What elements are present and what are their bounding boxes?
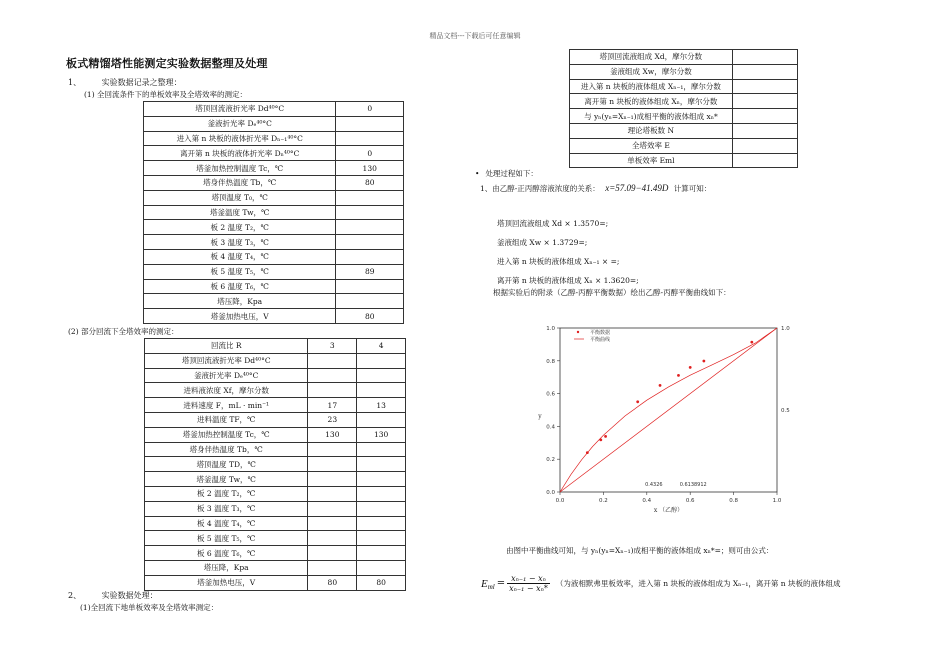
table1-value-cell <box>336 249 404 264</box>
table1-label-cell: 釜液折光率 Dₑ⁴⁰°C <box>144 116 336 131</box>
table2-value-cell <box>308 516 357 531</box>
table1-row <box>144 161 404 176</box>
data-point <box>604 435 607 438</box>
y-tick-label: 0.2 <box>546 457 555 464</box>
page-header: 精品文档---下载后可任意编辑 <box>429 32 521 40</box>
formula-tail: （为液相默弗里板效率，进入第 n 块板的液体组成为 Xₙ₋₁，离开第 n 块板的液体组成 <box>555 579 841 588</box>
x-tick-label: 0.0 <box>555 498 565 504</box>
table2-value-cell <box>308 383 357 398</box>
table3-row <box>570 79 798 94</box>
full-reflux-record-table <box>143 101 404 324</box>
table2-value-cell <box>357 501 406 516</box>
y-tick-label: 1.0 <box>546 326 555 332</box>
table3-label-cell: 全塔效率 E <box>570 138 733 153</box>
table3-label-cell: 离开第 n 块板的液体组成 Xₙ，摩尔分数 <box>570 94 733 109</box>
table2-label-cell: 进料液浓度 Xf，摩尔分数 <box>145 383 308 398</box>
section-1-label: 实验数据记录之整理： <box>101 78 182 87</box>
table2-value-cell <box>308 472 357 487</box>
concentration-formula: x=57.09−41.49D <box>605 183 669 193</box>
part-1-label: (1) 全回流条件下的单板效率及全塔效率的测定： <box>84 90 248 99</box>
table3-value-cell <box>732 94 797 109</box>
x-tick-label: 1.0 <box>772 498 782 504</box>
table3-label-cell: 釜液组成 Xw，摩尔分数 <box>570 64 733 79</box>
table1-label-cell: 塔顶温度 T₀，℃ <box>144 190 336 205</box>
data-point <box>636 400 639 403</box>
y-tick-label: 0.0 <box>546 490 555 496</box>
table2-value-cell: 4 <box>357 339 406 354</box>
formula-denominator: xₙ₋₁ − xₙ* <box>509 584 548 593</box>
table2-label-cell: 板 5 温度 T₅，℃ <box>145 531 308 546</box>
table1-label-cell: 进入第 n 块板的液体折光率 Dₙ₋₁⁴⁰°C <box>144 131 336 146</box>
table2-row <box>145 368 406 383</box>
section-1-number: 1、 <box>68 78 82 87</box>
section-2-label: 实验数据处理： <box>101 591 158 600</box>
table2-value-cell <box>308 486 357 501</box>
table1-value-cell <box>336 205 404 220</box>
page-title: 板式精馏塔性能测定实验数据整理及处理 <box>66 57 268 70</box>
right-tick-label: 1.0 <box>781 326 790 332</box>
conclusion-text: 由图中平衡曲线可知，与 yₙ(yₙ=Xₙ₋₁)成相平衡的液体组成 xₙ*=；则可由公式： <box>506 546 774 555</box>
table2-label-cell: 塔釜温度 Tw，℃ <box>145 472 308 487</box>
data-point <box>599 438 602 441</box>
table1-value-cell <box>336 220 404 235</box>
table1-row <box>144 309 404 324</box>
table1-value-cell: 0 <box>336 146 404 161</box>
data-point <box>659 384 662 387</box>
table2-value-cell <box>308 560 357 575</box>
data-point <box>689 366 692 369</box>
table1-value-cell: 0 <box>336 102 404 117</box>
table1-label-cell: 板 6 温度 T₆，℃ <box>144 279 336 294</box>
table2-row <box>145 501 406 516</box>
table2-label-cell: 板 6 温度 T₆，℃ <box>145 546 308 561</box>
table3-value-cell <box>732 50 797 65</box>
table2-value-cell <box>357 383 406 398</box>
formula-equals: = <box>496 578 506 589</box>
annotation-label: 0.6138912 <box>679 482 707 488</box>
table2-row <box>145 560 406 575</box>
table3-value-cell <box>732 64 797 79</box>
table2-value-cell: 130 <box>308 427 357 442</box>
table2-row <box>145 427 406 442</box>
table2-value-cell: 80 <box>357 575 406 590</box>
table2-label-cell: 塔釜加热电压，V <box>145 575 308 590</box>
table3-value-cell <box>732 153 797 168</box>
section-2-number: 2、 <box>68 591 82 600</box>
data-point <box>677 374 680 377</box>
table2-value-cell <box>308 457 357 472</box>
table2-label-cell: 塔压降，Kpa <box>145 560 308 575</box>
chart-intro: 根据实验后的附录（乙醇-丙醇平衡数据）绘出乙醇-丙醇平衡曲线如下： <box>493 288 731 297</box>
table1-value-cell <box>336 131 404 146</box>
table1-row <box>144 220 404 235</box>
x-tick-label: 0.8 <box>729 498 738 504</box>
table2-label-cell: 板 4 温度 T₄，℃ <box>145 516 308 531</box>
x-axis-label: x （乙醇） <box>653 507 684 514</box>
table1-label-cell: 板 2 温度 T₂，℃ <box>144 220 336 235</box>
x-tick-label: 0.4 <box>642 498 652 504</box>
table2-value-cell: 3 <box>308 339 357 354</box>
formula-numerator: xₙ₋₁ − xₙ <box>507 574 550 584</box>
efficiency-formula <box>481 574 841 593</box>
calc-line-bottoms: 釜液组成 Xw × 1.3729=; <box>497 238 588 247</box>
table3-value-cell <box>732 138 797 153</box>
table1-label-cell: 塔釜加热电压，V <box>144 309 336 324</box>
table2-row <box>145 457 406 472</box>
legend-point-marker <box>577 331 579 333</box>
part-2-label: (2) 部分回流下全塔效率的测定： <box>68 327 179 336</box>
step-1-line <box>480 183 711 194</box>
table2-value-cell: 17 <box>308 398 357 413</box>
table3-row <box>570 94 798 109</box>
table2-value-cell <box>357 457 406 472</box>
table1-value-cell <box>336 294 404 309</box>
annotation-label: 0.4326 <box>645 482 663 488</box>
partial-reflux-record-table <box>144 338 406 591</box>
table2-value-cell <box>357 486 406 501</box>
table3-label-cell: 进入第 n 块板的液体组成 Xₙ₋₁，摩尔分数 <box>570 79 733 94</box>
table1-value-cell: 89 <box>336 264 404 279</box>
formula-lhs: E <box>481 577 488 590</box>
table3-row <box>570 50 798 65</box>
table1-label-cell: 塔身伴热温度 Tb，℃ <box>144 175 336 190</box>
table1-row <box>144 205 404 220</box>
table2-value-cell: 23 <box>308 412 357 427</box>
table2-value-cell <box>308 442 357 457</box>
table2-value-cell <box>357 368 406 383</box>
y-tick-label: 0.6 <box>546 391 555 398</box>
table2-label-cell: 进料温度 TF，℃ <box>145 412 308 427</box>
legend-label-curve: 平衡曲线 <box>590 337 611 343</box>
table2-value-cell <box>308 353 357 368</box>
section-1-heading <box>68 77 182 88</box>
table2-row <box>145 575 406 590</box>
table2-value-cell: 13 <box>357 398 406 413</box>
table1-label-cell: 板 5 温度 T₅，℃ <box>144 264 336 279</box>
table1-row <box>144 175 404 190</box>
step-1-text: 1、由乙醇-正丙醇溶液浓度的关系： <box>480 184 600 193</box>
x-tick-label: 0.6 <box>685 498 695 504</box>
step-1-suffix: 计算可知： <box>673 184 712 193</box>
table2-label-cell: 塔顶温度 TD，℃ <box>145 457 308 472</box>
y-tick-label: 0.8 <box>546 358 555 365</box>
table2-value-cell <box>357 516 406 531</box>
table2-row <box>145 353 406 368</box>
data-point <box>702 360 705 363</box>
table2-label-cell: 进料速度 F，mL · min⁻¹ <box>145 398 308 413</box>
table2-value-cell <box>357 560 406 575</box>
table2-value-cell <box>308 546 357 561</box>
section-2-heading <box>68 590 158 601</box>
table2-value-cell <box>357 412 406 427</box>
formula-lhs-sub: ml <box>487 583 495 591</box>
table3-row <box>570 64 798 79</box>
table3-label-cell: 理论塔板数 N <box>570 123 733 138</box>
y-tick-label: 0.4 <box>546 424 555 431</box>
table3-label-cell: 单板效率 Eml <box>570 153 733 168</box>
table1-value-cell: 80 <box>336 175 404 190</box>
table1-row <box>144 190 404 205</box>
table3-label-cell: 与 yₙ(yₙ=Xₙ₋₁)成相平衡的液体组成 xₙ* <box>570 109 733 124</box>
table2-label-cell: 塔身伴热温度 Tb，℃ <box>145 442 308 457</box>
table2-value-cell <box>308 531 357 546</box>
table1-row <box>144 146 404 161</box>
diagonal-line <box>560 328 777 492</box>
table2-value-cell <box>357 353 406 368</box>
table2-value-cell: 80 <box>308 575 357 590</box>
table3-value-cell <box>732 109 797 124</box>
table1-row <box>144 116 404 131</box>
data-point <box>750 341 753 344</box>
table1-label-cell: 塔压降，Kpa <box>144 294 336 309</box>
right-tick-label: 0.5 <box>781 408 790 414</box>
table2-row <box>145 531 406 546</box>
table2-row <box>145 472 406 487</box>
table2-label-cell: 塔釜加热控制温度 Tc，℃ <box>145 427 308 442</box>
table2-label-cell: 板 2 温度 T₂，℃ <box>145 486 308 501</box>
x-tick-label: 0.2 <box>599 498 608 504</box>
part-3-label: (1)全回流下地单板效率及全塔效率测定： <box>80 603 219 612</box>
table2-value-cell: 130 <box>357 427 406 442</box>
table2-row <box>145 383 406 398</box>
process-label: 处理过程如下： <box>485 169 538 178</box>
equilibrium-chart <box>535 308 800 518</box>
table1-label-cell: 板 3 温度 T₃，℃ <box>144 235 336 250</box>
table3-label-cell: 塔顶回流液组成 Xd，摩尔分数 <box>570 50 733 65</box>
process-heading <box>475 168 538 179</box>
table2-label-cell: 板 3 温度 T₃，℃ <box>145 501 308 516</box>
table1-label-cell: 离开第 n 块板的液体折光率 Dₙ⁴⁰°C <box>144 146 336 161</box>
table3-value-cell <box>732 79 797 94</box>
table2-row <box>145 486 406 501</box>
table2-row <box>145 412 406 427</box>
table1-value-cell: 80 <box>336 309 404 324</box>
table2-value-cell <box>308 368 357 383</box>
table2-value-cell <box>357 442 406 457</box>
calc-line-entering: 进入第 n 块板的液体组成 Xₙ₋₁ × =; <box>497 257 620 266</box>
y-axis-label: y <box>538 413 542 420</box>
table2-label-cell: 塔顶回流液折光率 Dd⁴⁰°C <box>145 353 308 368</box>
table3-value-cell <box>732 123 797 138</box>
table1-value-cell <box>336 235 404 250</box>
table1-value-cell <box>336 190 404 205</box>
table2-value-cell <box>357 531 406 546</box>
table2-value-cell <box>308 501 357 516</box>
table3-row <box>570 123 798 138</box>
table1-row <box>144 279 404 294</box>
table2-label-cell: 釜液折光率 Dₑ⁴⁰°C <box>145 368 308 383</box>
table1-row <box>144 131 404 146</box>
data-processing-table <box>569 49 798 168</box>
table3-row <box>570 138 798 153</box>
data-point <box>586 451 589 454</box>
table2-value-cell <box>357 546 406 561</box>
table2-row <box>145 339 406 354</box>
calc-lines <box>497 214 639 290</box>
table3-row <box>570 153 798 168</box>
table1-label-cell: 塔釜加热控制温度 Tc，℃ <box>144 161 336 176</box>
table1-label-cell: 塔釜温度 Tw，℃ <box>144 205 336 220</box>
table1-row <box>144 249 404 264</box>
table1-row <box>144 264 404 279</box>
table1-row <box>144 294 404 309</box>
legend-label-points: 平衡数据 <box>590 330 611 336</box>
bullet-icon: • <box>475 169 480 178</box>
table1-label-cell: 塔顶回流液折光率 Dd⁴⁰°C <box>144 102 336 117</box>
table1-row <box>144 235 404 250</box>
table3-row <box>570 109 798 124</box>
calc-line-leaving: 离开第 n 块板的液体组成 Xₙ × 1.3620=; <box>497 276 639 285</box>
formula-fraction <box>507 574 550 593</box>
table2-row <box>145 442 406 457</box>
table1-value-cell: 130 <box>336 161 404 176</box>
table2-row <box>145 516 406 531</box>
table2-row <box>145 398 406 413</box>
table1-value-cell <box>336 116 404 131</box>
table1-label-cell: 板 4 温度 T₄，℃ <box>144 249 336 264</box>
table2-row <box>145 546 406 561</box>
table2-label-cell: 回流比 R <box>145 339 308 354</box>
table1-value-cell <box>336 279 404 294</box>
table1-row <box>144 102 404 117</box>
table2-value-cell <box>357 472 406 487</box>
calc-line-top-reflux: 塔顶回流液组成 Xd × 1.3570=; <box>497 219 609 228</box>
